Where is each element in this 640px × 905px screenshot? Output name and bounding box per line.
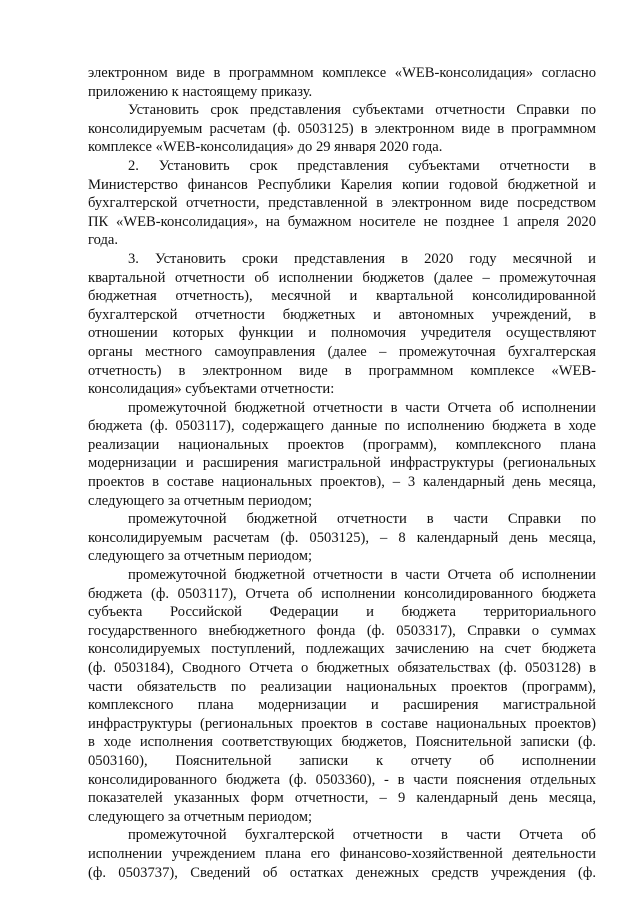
text-line: следующего за отчетным периодом; <box>88 808 313 825</box>
text-line: бюджета (ф. 0503117), Отчета об исполнении консолидированного бюджета <box>88 585 596 602</box>
text-line: промежуточной бюджетной отчетности в части Справки по <box>128 511 596 528</box>
text-line: квартальной отчетности об исполнении бюджетов (далее – промежуточная <box>88 269 596 286</box>
text-line: модернизации и расширения магистральной инфраструктуры (региональных <box>88 455 596 472</box>
text-line: государственного внебюджетного фонда (ф. 0503317), Справки о суммах <box>88 622 596 639</box>
text-line: (ф. 0503737), Сведений об остатках денежных средств учреждения (ф. <box>88 864 596 881</box>
text-line: части обязательств по реализации национальных проектов (программ), <box>88 678 596 695</box>
text-line: консолидируемым расчетам (ф. 0503125) в электронном виде в программном <box>88 120 596 137</box>
text-line: года. <box>88 232 119 249</box>
text-line: промежуточной бухгалтерской отчетности в части Отчета об <box>128 827 596 844</box>
text-line: отношении которых функции и полномочия учредителя осуществляют <box>88 325 596 342</box>
text-line: Установить срок представления субъектами отчетности Справки по <box>128 102 596 119</box>
text-line: консолидируемым расчетам (ф. 0503125), – 8 календарный день месяца, <box>88 529 596 546</box>
text-line: бюджета (ф. 0503117), содержащего данные по исполнению бюджета в ходе <box>88 418 596 435</box>
text-line: бухгалтерской отчетности, представленной в электронном виде посредством <box>88 195 596 212</box>
text-line: субъекта Российской Федерации и бюджета территориального <box>88 604 596 621</box>
text-line: инфраструктуры (региональных проектов в составе национальных проектов) <box>88 715 596 732</box>
text-line: проектов в составе национальных проектов), – 3 календарный день месяца, <box>88 474 596 491</box>
text-line: реализации национальных проектов (программ), комплексного плана <box>88 436 596 453</box>
text-line: 3. Установить сроки представления в 2020 году месячной и <box>128 250 596 267</box>
text-line: ПК «WEB-консолидация», на бумажном носителе не позднее 1 апреля 2020 <box>88 213 596 230</box>
text-line: бухгалтерской отчетности бюджетных и автономных учреждений, в <box>88 306 596 323</box>
text-line: приложению к настоящему приказу. <box>88 83 313 100</box>
text-line: промежуточной бюджетной отчетности в части Отчета об исполнении <box>128 567 596 584</box>
text-line: следующего за отчетным периодом; <box>88 548 313 565</box>
text-line: 2. Установить срок представления субъектами отчетности в <box>128 157 596 174</box>
text-line: показателей указанных форм отчетности, – 9 календарный день месяца, <box>88 790 596 807</box>
text-line: отчетность) в электронном виде в программном комплексе «WEB- <box>88 362 596 379</box>
text-line: исполнении учреждением плана его финансово-хозяйственной деятельности <box>88 845 596 862</box>
text-line: электронном виде в программном комплексе «WEB-консолидация» согласно <box>88 65 596 81</box>
text-line: консолидация» субъектами отчетности: <box>88 381 335 398</box>
text-line: (ф. 0503184), Сводного Отчета о бюджетных обязательствах (ф. 0503128) в <box>88 660 596 676</box>
text-line: органы местного самоуправления (далее – промежуточная бухгалтерская <box>88 343 596 360</box>
text-line: в ходе исполнения соответствующих бюджетов, Пояснительной записки (ф. <box>88 734 596 751</box>
text-line: консолидируемых поступлений, подлежащих зачислению на счет бюджета <box>88 641 596 658</box>
document-body <box>88 64 596 882</box>
text-line: Министерство финансов Республики Карелия копии годовой бюджетной и <box>88 176 596 193</box>
text-line: 0503160), Пояснительной записки к отчету об исполнении <box>88 752 596 769</box>
text-line: промежуточной бюджетной отчетности в части Отчета об исполнении <box>128 399 596 416</box>
text-line: комплексного плана модернизации и расширения магистральной <box>88 697 596 714</box>
text-line: следующего за отчетным периодом; <box>88 492 313 509</box>
text-line: бюджетная отчетность), месячной и квартальной консолидированной <box>88 288 596 305</box>
text-line: комплексе «WEB-консолидация» до 29 января 2020 года. <box>88 139 443 156</box>
text-line: консолидированного бюджета (ф. 0503360), - в части пояснения отдельных <box>88 771 596 788</box>
